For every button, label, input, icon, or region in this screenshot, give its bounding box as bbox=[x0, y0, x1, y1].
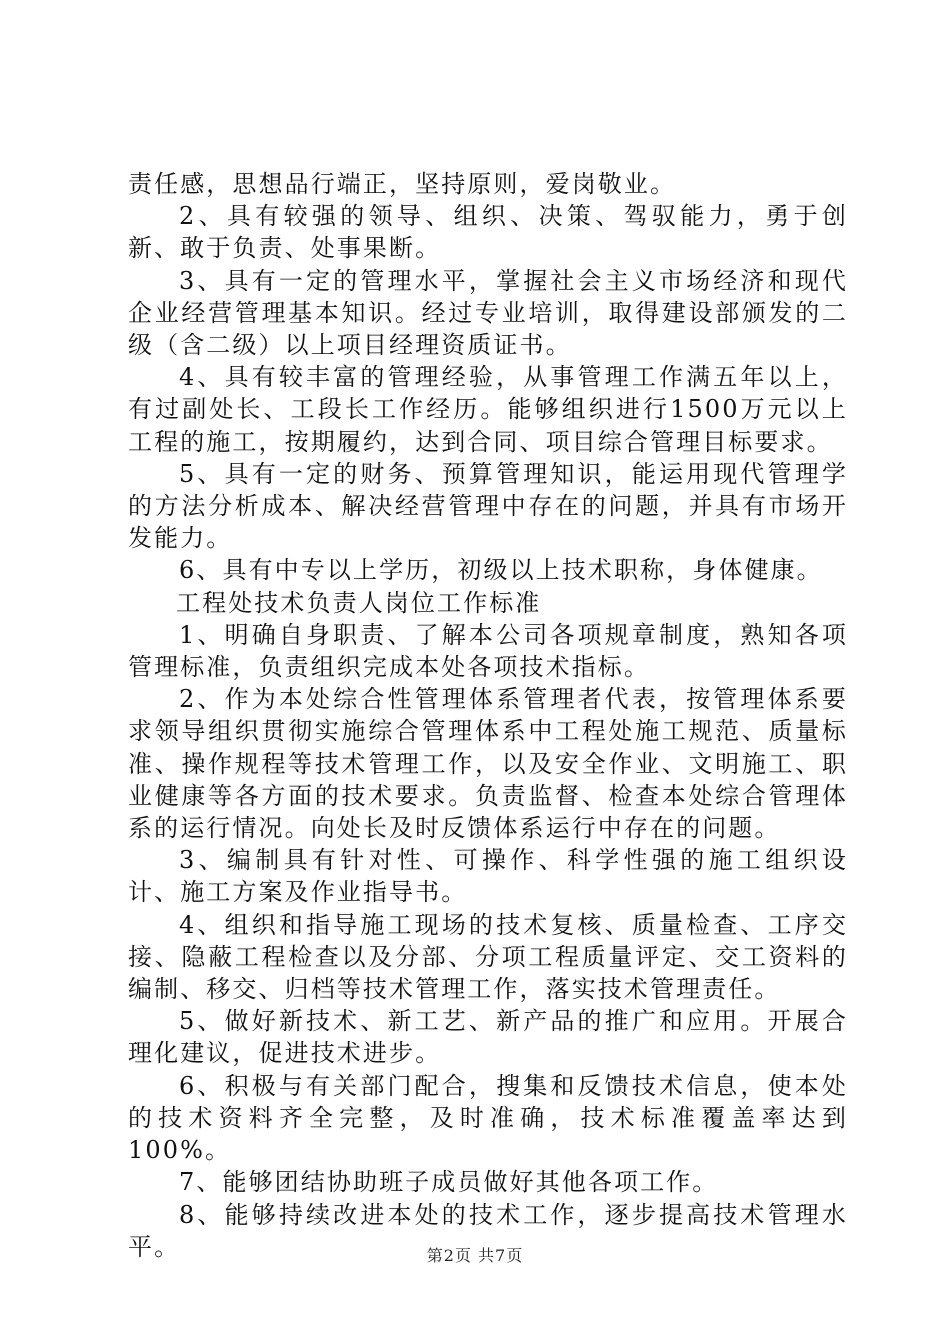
paragraph-continuation: 责任感，思想品行端正，坚持原则，爱岗敬业。 bbox=[128, 170, 677, 198]
paragraph-standard-1: 1、明确自身职责、了解本公司各项规章制度，熟知各项管理标准，负责组织完成本处各项技术指标。 bbox=[128, 620, 848, 682]
paragraph-standard-6: 6、积极与有关部门配合，搜集和反馈技术信息，使本处的技术资料齐全完整，及时准确，技术标准覆盖率达到100%。 bbox=[128, 1071, 848, 1165]
paragraph-requirement-5: 5、具有一定的财务、预算管理知识，能运用现代管理学的方法分析成本、解决经营管理中存在的问题，并具有市场开发能力。 bbox=[128, 459, 848, 553]
document-body bbox=[128, 168, 848, 1263]
paragraph-requirement-6: 6、具有中专以上学历，初级以上技术职称，身体健康。 bbox=[179, 556, 823, 585]
paragraph-standard-3: 3、编制具有针对性、可操作、科学性强的施工组织设计、施工方案及作业指导书。 bbox=[128, 846, 848, 907]
paragraph-requirement-4: 4、具有较丰富的管理经验，从事管理工作满五年以上，有过副处长、工段长工作经历。能够组织进行1500万元以上工程的施工，按期履约，达到合同、项目综合管理目标要求。 bbox=[128, 363, 848, 456]
paragraph-standard-2: 2、作为本处综合性管理体系管理者代表，按管理体系要求领导组织贯彻实施综合管理体系中工程处施工规范、质量标准、操作规程等技术管理工作，以及安全作业、文明施工、职业健康等各方面的技术要求。负责监督、检查本处综合管理体系的运行情况。向处长及时反馈体系运行中存在的问题。 bbox=[128, 685, 848, 843]
paragraph-requirement-3: 3、具有一定的管理水平，掌握社会主义市场经济和现代企业经营管理基本知识。经过专业培训，取得建设部颁发的二级（含二级）以上项目经理资质证书。 bbox=[128, 266, 848, 360]
paragraph-standard-4: 4、组织和指导施工现场的技术复核、质量检查、工序交接、隐蔽工程检查以及分部、分项工程质量评定、交工资料的编制、移交、归档等技术管理工作，落实技术管理责任。 bbox=[128, 910, 848, 1004]
section-heading: 工程处技术负责人岗位工作标准 bbox=[176, 588, 542, 617]
paragraph-requirement-2: 2、具有较强的领导、组织、决策、驾驭能力，勇于创新、敢于负责、处事果断。 bbox=[128, 202, 848, 263]
paragraph-standard-5: 5、做好新技术、新工艺、新产品的推广和应用。开展合理化建议，促进技术进步。 bbox=[128, 1007, 848, 1068]
page-number-footer: 第2页 共7页 bbox=[426, 1246, 524, 1265]
paragraph-standard-7: 7、能够团结协助班子成员做好其他各项工作。 bbox=[179, 1168, 719, 1197]
paragraph-standard-8: 8、能够持续改进本处的技术工作，逐步提高技术管理水平。 bbox=[128, 1200, 848, 1261]
